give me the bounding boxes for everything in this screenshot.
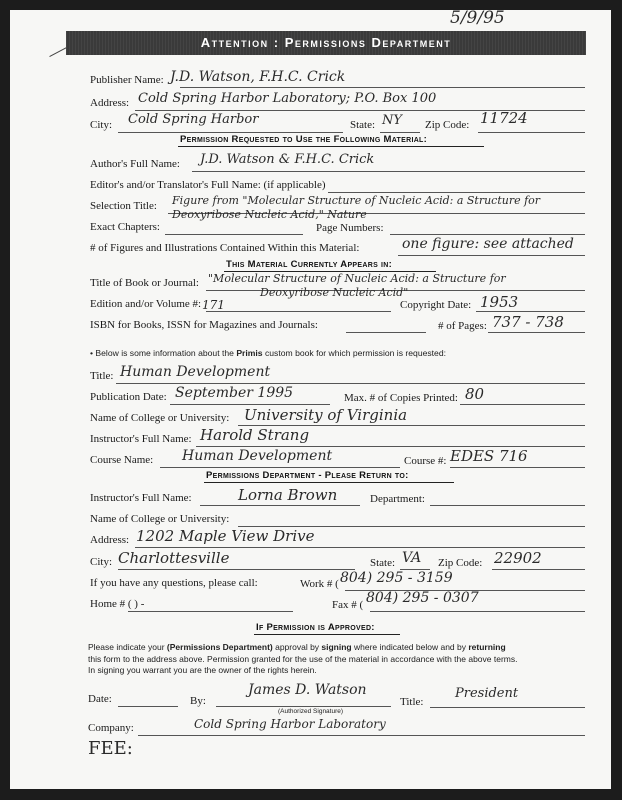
return-address-value[interactable]: 1202 Maple View Drive (136, 527, 315, 545)
header-title: Attention : Permissions Department (200, 35, 452, 50)
edition-value[interactable]: 171 (202, 298, 225, 312)
company-label: Company: (88, 722, 134, 734)
book-title-value-1[interactable]: "Molecular Structure of Nucleic Acid: a Structure for (208, 272, 506, 285)
copyright-label: Copyright Date: (400, 299, 472, 311)
state-value[interactable]: NY (382, 113, 402, 128)
section-return-underline (204, 482, 454, 483)
num-pages-label: # of Pages: (438, 320, 487, 332)
primis-title-value[interactable]: Human Development (120, 364, 271, 380)
fax-label: Fax # ( (332, 599, 364, 611)
isbn-line (346, 332, 426, 333)
course-number-value[interactable]: EDES 716 (450, 447, 528, 465)
address-value[interactable]: Cold Spring Harbor Laboratory; P.O. Box 100 (138, 91, 437, 106)
return-address-label: Address: (90, 534, 130, 546)
address-label: Address: (90, 97, 130, 109)
primis-instructor-value[interactable]: Harold Strang (200, 426, 310, 444)
exact-chapters-line (165, 234, 303, 235)
course-name-line (160, 467, 400, 468)
work-phone-value[interactable]: 804) 295 - 3159 (340, 570, 453, 586)
book-title-label: Title of Book or Journal: (90, 277, 199, 289)
primis-title-line (116, 383, 585, 384)
return-state-value[interactable]: VA (402, 550, 422, 566)
company-line (138, 735, 585, 736)
work-phone-label: Work # ( (300, 578, 339, 590)
return-city-label: City: (90, 556, 113, 568)
return-zip-value[interactable]: 22902 (494, 549, 542, 567)
section-permission-underline (178, 146, 484, 147)
fax-value[interactable]: 804) 295 - 0307 (366, 590, 479, 606)
editor-label: Editor's and/or Translator's Full Name: (if applicable) (90, 179, 326, 191)
zip-value[interactable]: 11724 (480, 109, 528, 127)
fee-label: FEE: (88, 738, 133, 759)
return-state-label: State: (370, 557, 396, 569)
editor-line (328, 192, 585, 193)
sign-title-label: Title: (400, 696, 424, 708)
page-numbers-label: Page Numbers: (316, 222, 384, 234)
section-permission-requested: Permission Requested to Use the Following Material: (180, 134, 428, 145)
course-name-label: Course Name: (90, 454, 154, 466)
publisher-name-label: Publisher Name: (90, 74, 164, 86)
return-zip-label: Zip Code: (438, 557, 483, 569)
publisher-name-value[interactable]: J.D. Watson, F.H.C. Crick (170, 69, 346, 85)
primis-college-label: Name of College or University: (90, 412, 230, 424)
return-city-line (118, 569, 355, 570)
city-value[interactable]: Cold Spring Harbor (128, 112, 259, 127)
figures-label: # of Figures and Illustrations Contained Within this Material: (90, 242, 360, 254)
zip-line (478, 132, 585, 133)
fax-line (370, 611, 585, 612)
author-label: Author's Full Name: (90, 158, 180, 170)
publisher-name-line (180, 87, 585, 88)
instructions-line-2: this form to the address above. Permission granted for the use of the material in accordance with the above terms. (88, 654, 518, 664)
sign-by-line (216, 706, 391, 707)
publication-date-line (170, 404, 330, 405)
copyright-value[interactable]: 1953 (480, 293, 519, 311)
state-label: State: (350, 119, 376, 131)
department-line (430, 505, 585, 506)
return-zip-line (492, 569, 585, 570)
copyright-line (476, 311, 585, 312)
book-title-value-2[interactable]: Deoxyribose Nucleic Acid" (260, 286, 409, 299)
edition-line (206, 311, 391, 312)
state-line (380, 132, 420, 133)
sign-date-line (118, 706, 178, 707)
home-phone-label: Home # ( ) - (90, 598, 145, 610)
return-address-line (135, 547, 585, 548)
selection-title-label: Selection Title: (90, 200, 157, 212)
primis-instructor-label: Instructor's Full Name: (90, 433, 192, 445)
city-label: City: (90, 119, 113, 131)
exact-chapters-label: Exact Chapters: (90, 221, 160, 233)
zip-label: Zip Code: (425, 119, 470, 131)
page-numbers-line (390, 234, 585, 235)
instructions-line-3: In signing you warrant you are the owner of the rights herein. (88, 665, 317, 675)
num-pages-value[interactable]: 737 - 738 (492, 313, 564, 331)
course-name-value[interactable]: Human Development (182, 448, 333, 464)
selection-title-value-1[interactable]: Figure from "Molecular Structure of Nucleic Acid: a Structure for (172, 194, 541, 207)
primis-college-value[interactable]: University of Virginia (244, 406, 408, 424)
department-label: Department: (370, 493, 425, 505)
edition-label: Edition and/or Volume #: (90, 298, 202, 310)
publication-date-value[interactable]: September 1995 (175, 385, 294, 401)
primis-title-label: Title: (90, 370, 114, 382)
sign-title-value[interactable]: President (455, 686, 519, 701)
home-phone-line (128, 611, 293, 612)
sign-by-label: By: (190, 695, 206, 707)
figures-line (398, 255, 585, 256)
figures-value[interactable]: one figure: see attached (402, 236, 574, 252)
authorized-signature-caption: (Authorized Signature) (278, 708, 344, 715)
author-line (192, 171, 585, 172)
return-instructor-line (200, 505, 360, 506)
return-instructor-value[interactable]: Lorna Brown (238, 486, 338, 504)
section-return-to: Permissions Department - Please Return to: (206, 470, 409, 481)
return-instructor-label: Instructor's Full Name: (90, 492, 192, 504)
return-college-label: Name of College or University: (90, 513, 230, 525)
course-number-label: Course #: (404, 455, 447, 467)
author-value[interactable]: J.D. Watson & F.H.C. Crick (200, 152, 375, 167)
num-pages-line (488, 332, 585, 333)
return-city-value[interactable]: Charlottesville (118, 549, 230, 567)
max-copies-value[interactable]: 80 (465, 385, 485, 403)
sign-title-line (430, 707, 585, 708)
sign-date-label: Date: (88, 693, 112, 705)
section-if-approved: If Permission is Approved: (256, 622, 375, 633)
max-copies-label: Max. # of Copies Printed: (344, 392, 458, 404)
instructions-line-1: Please indicate your (Permissions Department) approval by signing where indicated below and by returning (88, 642, 506, 652)
header-banner (66, 31, 586, 55)
primis-note: • Below is some information about the Primis custom book for which permission is requested: (90, 348, 447, 358)
signature[interactable]: James D. Watson (248, 682, 367, 698)
isbn-label: ISBN for Books, ISSN for Magazines and Journals: (90, 319, 318, 331)
questions-label: If you have any questions, please call: (90, 577, 258, 589)
section-approved-underline (254, 634, 400, 635)
max-copies-line (460, 404, 585, 405)
publication-date-label: Publication Date: (90, 391, 167, 403)
form-page (10, 10, 611, 789)
date-stamp: 5/9/95 (450, 8, 505, 28)
course-number-line (450, 467, 585, 468)
city-line (118, 132, 343, 133)
selection-title-value-2[interactable]: Deoxyribose Nucleic Acid," Nature (172, 208, 367, 221)
section-appears-in: This Material Currently Appears in: (226, 259, 393, 270)
company-value[interactable]: Cold Spring Harbor Laboratory (194, 717, 386, 731)
